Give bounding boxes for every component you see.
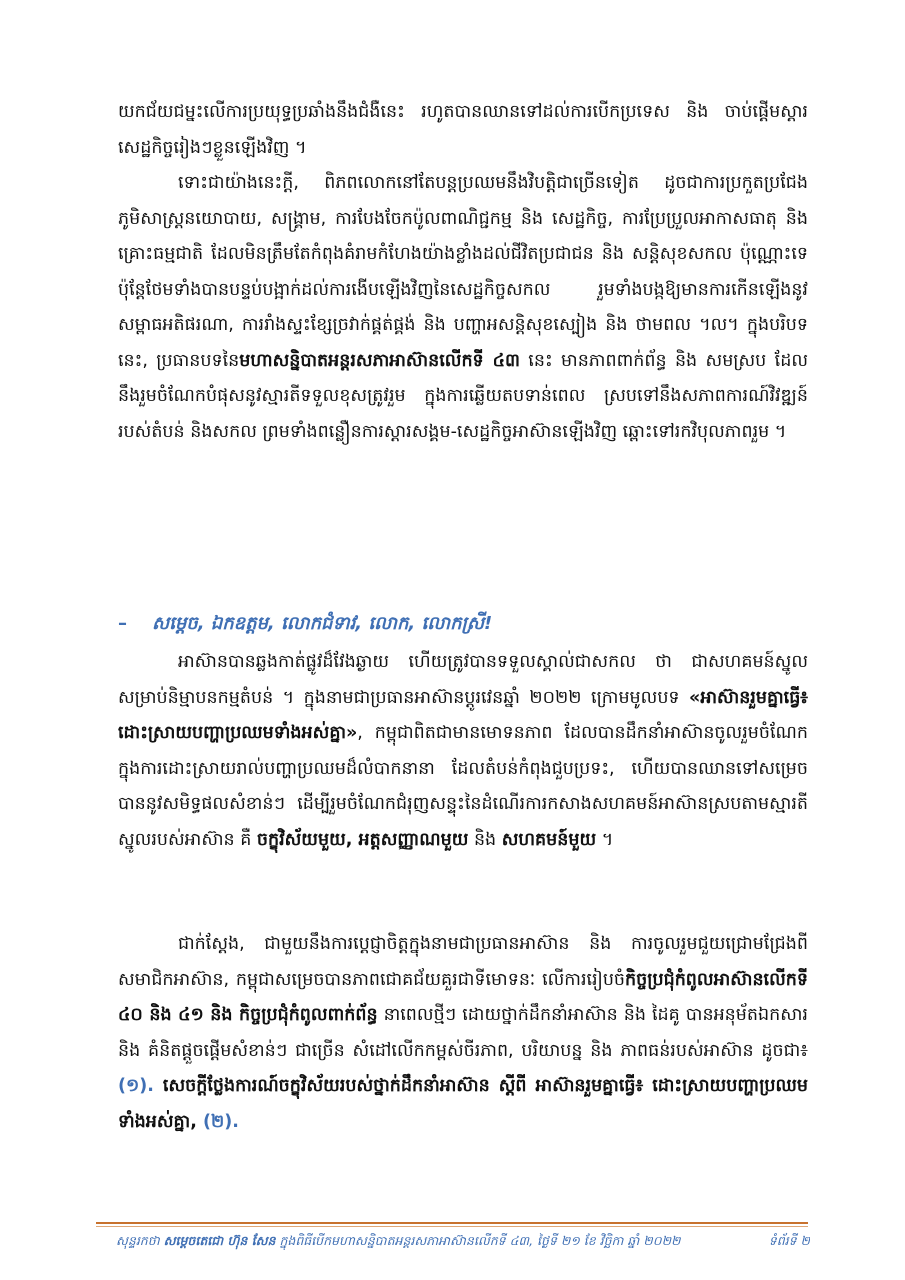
one-community: សហគមន៍មួយ — [501, 829, 597, 850]
paragraph-2-text: ទោះជាយ៉ាងនេះក្តី, ពិភពលោកនៅតែបន្តប្រឈមនឹងវិបត្តិជាច្រើនទៀត ដូចជាការប្រកួតប្រជែងភូមិសាស្ត្រនយោបាយ, សង្គ្រាម, ការបែងចែកប៉ូលពាណិជ្ជកម្ម និង សេដ្ឋកិច្ច, ការប្រែប្រួលអាកាសធាតុ និង គ្រោះធម្មជាតិ ដែលមិនត្រឹមតែកំពុងគំរាមកំហែងយ៉ាងខ្លាំងដល់ជីវិតប្រជាជន និង សន្តិសុខសកល ប៉ុណ្ណោះទេ ប៉ុន្តែថែមទាំងបានបន្ទប់បង្អាក់ដល់ការងើបឡើងវិញនៃសេដ្ឋកិច្ចសកល រួមទាំងបង្កឱ្យមានការកើនឡើងនូវសម្ពាធអតិផរណា, ការរាំងស្ទះខ្សែច្រវាក់ផ្គត់ផ្គង់ និង បញ្ហាអសន្តិសុខស្បៀង និង ថាមពល ។ល។ ក្នុងបរិបទនេះ, ប្រធានបទនៃ — [118, 173, 808, 371]
footer-rule-thin — [96, 1226, 808, 1227]
paragraph-3-end: ។ — [596, 829, 614, 850]
salutation-bullet — [118, 606, 808, 642]
item-number-2: (២). — [196, 1111, 239, 1132]
bullet-dash: – — [118, 613, 127, 634]
paragraph-4-text-cont: នាពេលថ្មីៗ ដោយថ្នាក់ដឹកនាំអាស៊ាន និង ដៃគូ បានអនុម័តឯកសារ និង គំនិតផ្តួចផ្តើមសំខាន់ៗ ជាច្រើន សំដៅលើកកម្ពស់ចីរភាព, បរិយាបន្ន និង ភាពធន់របស់អាស៊ាន ដូចជា៖ — [118, 1005, 808, 1061]
asean-theme: «អាស៊ានរួមគ្នាធ្វើ៖ ដោះស្រាយបញ្ហាប្រឈមទាំងអស់គ្នា» — [118, 687, 808, 743]
paragraph-3-text-cont: , កម្ពុជាពិតជាមានមោទនភាព ដែលបានដឹកនាំអាស៊ានចូលរួមចំណែក ក្នុងការដោះស្រាយរាល់បញ្ហាប្រឈមដ៏លំបាកនានា ដែលតំបន់កំពុងជួបប្រទះ, ហើយបានឈានទៅសម្រេចបាននូវសមិទ្ធផលសំខាន់ៗ ដើម្បីរួមចំណែកជំរុញសន្ទុះនៃដំណើរការកសាងសហគមន៍អាស៊ានស្របតាមស្មារតីស្នូលរបស់អាស៊ាន គឺ — [118, 723, 808, 850]
paragraph-2-text-cont: នេះ មានភាពពាក់ព័ន្ធ និង សមស្រប ដែលនឹងរួមចំណែកបំផុសនូវស្មារតីទទួលខុសត្រូវរួម ក្នុងការឆ្លើយតបទាន់ពេល ស្របទៅនឹងសភាពការណ៍វិវឌ្ឍន៍របស់តំបន់ និងសកល ព្រមទាំងពន្លឿនការស្តារសង្គម-សេដ្ឋកិច្ចអាស៊ានឡើងវិញ ឆ្ពោះទៅរកវិបុលភាពរួម ។ — [118, 350, 808, 442]
paragraph-4-text: ជាក់ស្តែង, ជាមួយនឹងការប្តេជ្ញាចិត្តក្នុងនាមជាប្រធានអាស៊ាន និង ការចូលរួមជួយជ្រោមជ្រែងពីសមាជិកអាស៊ាន, កម្ពុជាសម្រេចបានភាពជោគជ័យគួរជាទីមោទនៈ លើការរៀបចំ — [118, 934, 808, 990]
paragraph-3-text: អាស៊ានបានឆ្លងកាត់ផ្លូវដ៏វែងឆ្ងាយ ហើយត្រូវបានទទួលស្គាល់ជាសកល ថា ជាសហគមន៍ស្នូលសម្រាប់និម្មាបនកម្មតំបន់ ។ ក្នុងនាមជាប្រធានអាស៊ានប្តូរវេនឆ្នាំ ២០២២ ក្រោមមូលបទ — [118, 652, 808, 708]
footer-prefix: សុន្ទរកថា — [116, 1233, 164, 1248]
page-footer — [116, 1232, 810, 1250]
footer-rule — [96, 1222, 808, 1224]
summit-reference: កិច្ចប្រជុំកំពូលអាស៊ានលើកទី ៤០ និង ៤១ និង កិច្ចប្រជុំកំពូលពាក់ព័ន្ធ — [118, 969, 808, 1025]
footer-event: ក្នុងពិធីបើកមហាសន្និបាតអន្តរសភាអាស៊ានលើកទី ៤៣, ថ្ងៃទី ២១ ខែ វិច្ឆិកា ឆ្នាំ ២០២២ — [275, 1233, 681, 1248]
paragraph-4 — [118, 927, 808, 1140]
vision-identity: ចក្ខុវិស័យមួយ, អត្តសញ្ញាណមួយ — [256, 829, 469, 850]
paragraph-1-text: យកជ័យជម្នះលើការប្រយុទ្ធប្រឆាំងនឹងជំងឺនេះ រហូតបានឈានទៅដល់ការបើកប្រទេស និង ចាប់ផ្តើមស្តារសេដ្ឋកិច្ចរៀងៗខ្លួនឡើងវិញ ។ — [118, 102, 808, 158]
vision-statement: សេចក្តីថ្លែងការណ៍ចក្ខុវិស័យរបស់ថ្នាក់ដឹកនាំអាស៊ាន ស្តីពី អាស៊ានរួមគ្នាធ្វើ៖ ដោះស្រាយបញ្ហាប្រឈមទាំងអស់គ្នា, — [118, 1076, 808, 1132]
paragraph-3 — [118, 645, 808, 858]
paragraph-1 — [118, 95, 808, 166]
footer-speaker: សម្តេចតេជោ ហ៊ុន សែន — [163, 1233, 276, 1248]
page-number: ទំព័រទី ២ — [768, 1233, 810, 1248]
item-number-1: (១). — [118, 1076, 154, 1096]
paragraph-3-and: និង — [468, 829, 502, 850]
assembly-title: មហាសន្និបាតអន្តរសភាអាស៊ានលើកទី ៤៣ — [239, 350, 520, 371]
salutation-text: សម្តេច, ឯកឧត្តម, លោកជំទាវ, លោក, លោកស្រី! — [152, 613, 493, 634]
paragraph-2 — [118, 166, 808, 450]
